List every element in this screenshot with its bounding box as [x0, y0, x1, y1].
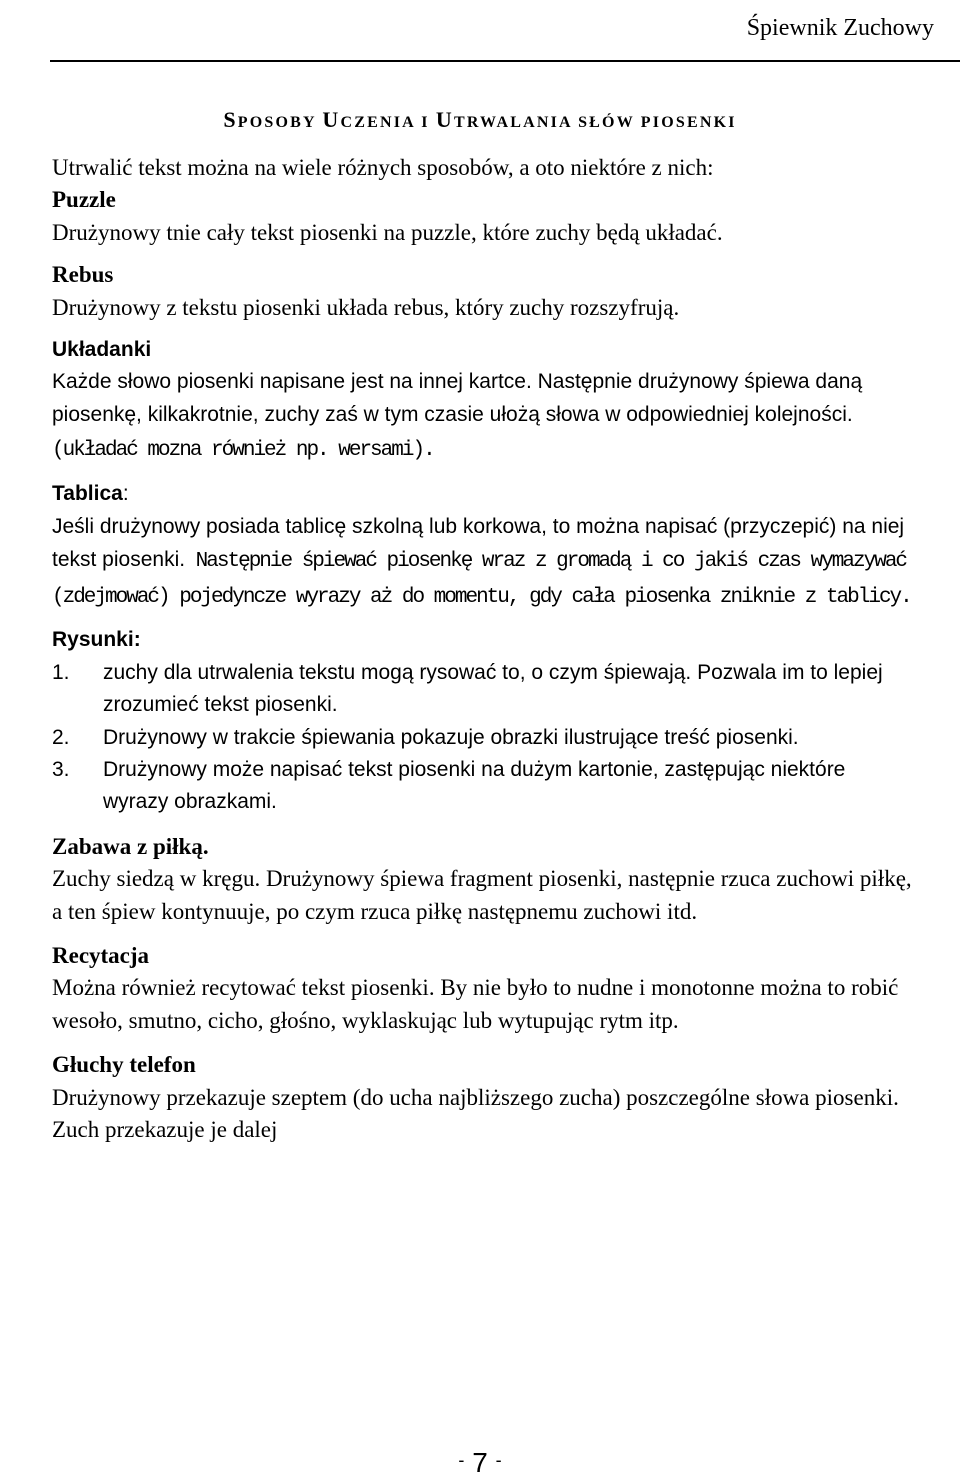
section-title-part-2: CZENIA I: [340, 114, 436, 131]
list-item-number: 1.: [52, 660, 70, 684]
section-title-part-3: TRWALANIA SŁÓW PIOSENKI: [453, 114, 737, 131]
ukladanki-heading: Układanki: [52, 338, 152, 362]
page-number-dash-left: -: [458, 1450, 465, 1470]
page-number-value: 7: [472, 1447, 488, 1478]
tablica-heading-colon: :: [122, 481, 129, 505]
tablica-heading: Tablica: [52, 481, 123, 505]
list-item: [52, 722, 912, 754]
list-item-number: 3.: [52, 757, 70, 781]
section-rysunki: [52, 624, 912, 818]
page-number-dash-right: -: [495, 1450, 502, 1470]
list-item-text: zuchy dla utrwalenia tekstu mogą rysować to, o czym śpiewają. Pozwala im to lepiej zrozumieć tekst piosenki.: [103, 660, 883, 717]
intro-paragraph: Utrwalić tekst można na wiele różnych sposobów, a oto niektóre z nich:: [52, 155, 714, 180]
rysunki-list: [52, 657, 912, 819]
section-zabawa: [52, 831, 912, 928]
zabawa-text: Zuchy siedzą w kręgu. Drużynowy śpiewa fragment piosenki, następnie rzuca zuchowi piłkę, a ten śpiew kontynuuje, po czym rzuca piłkę następnemu zuchowi itd.: [52, 866, 912, 924]
tablica-heading-line: [52, 478, 912, 510]
puzzle-text: Drużynowy tnie cały tekst piosenki na puzzle, które zuchy będą układać.: [52, 219, 723, 245]
section-ukladanki: [52, 334, 912, 468]
section-puzzle: [52, 184, 912, 249]
page-content: [52, 152, 912, 1146]
ukladanki-text-note: (układać mozna również np. wersami).: [52, 439, 434, 463]
tablica-text-part-2: Następnie śpiewać piosenkę wraz z gromadą i co jakiś czas wymazywać (zdejmować) pojedyncze wyrazy aż do momentu, gdy cała piosenka zniknie z tablicy.: [52, 550, 911, 609]
running-header-title: Śpiewnik Zuchowy: [746, 15, 934, 41]
ukladanki-text-main: Każde słowo piosenki napisane jest na innej kartce. Następnie drużynowy śpiewa daną piosenkę, kilkakrotnie, zuchy zaś w tym czasie ułożą słowa w odpowiedniej kolejności.: [52, 370, 863, 426]
list-item-text: Drużynowy może napisać tekst piosenki na dużym kartonie, zastępując niektóre wyrazy obrazkami.: [103, 757, 846, 814]
ukladanki-text: [52, 366, 912, 467]
gluchy-telefon-heading: Głuchy telefon: [52, 1052, 196, 1078]
section-title-cap-u: U: [322, 107, 341, 132]
section-rebus: [52, 259, 912, 324]
list-item-text: Drużynowy w trakcie śpiewania pokazuje obrazki ilustrujące treść piosenki.: [103, 725, 799, 749]
section-gluchy-telefon: [52, 1049, 912, 1146]
list-item-number: 2.: [52, 725, 70, 749]
section-title-cap-ut: U: [435, 107, 454, 132]
section-title: [0, 105, 960, 138]
section-tablica: [52, 478, 912, 615]
rebus-heading: Rebus: [52, 262, 114, 288]
section-title-part-1: POSOBY: [237, 114, 323, 131]
tablica-text: [52, 510, 912, 614]
recytacja-text: Można również recytować tekst piosenki. By nie było to nudne i monotonne można to robić wesoło, smutno, cicho, głośno, wyklaskując lub wytupując rytm itp.: [52, 975, 899, 1033]
gluchy-telefon-text: Drużynowy przekazuje szeptem (do ucha najbliższego zucha) poszczególne słowa piosenki. Zuch przekazuje je dalej: [52, 1084, 899, 1142]
tablica-text-part-1: Jeśli drużynowy posiada tablicę szkolną lub korkowa, to można napisać (przyczepić) na niej tekst piosenki.: [52, 515, 905, 572]
puzzle-heading: Puzzle: [52, 187, 116, 213]
recytacja-heading: Recytacja: [52, 942, 150, 968]
section-recytacja: [52, 940, 912, 1037]
rysunki-heading: Rysunki:: [52, 628, 141, 652]
header-divider: [50, 60, 960, 62]
rebus-text: Drużynowy z tekstu piosenki układa rebus, który zuchy rozszyfrują.: [52, 294, 680, 320]
zabawa-heading: Zabawa z piłką.: [52, 833, 209, 859]
list-item: [52, 754, 912, 819]
list-item: [52, 657, 912, 722]
section-title-cap-s: S: [223, 107, 238, 132]
page-number: [0, 1443, 960, 1480]
